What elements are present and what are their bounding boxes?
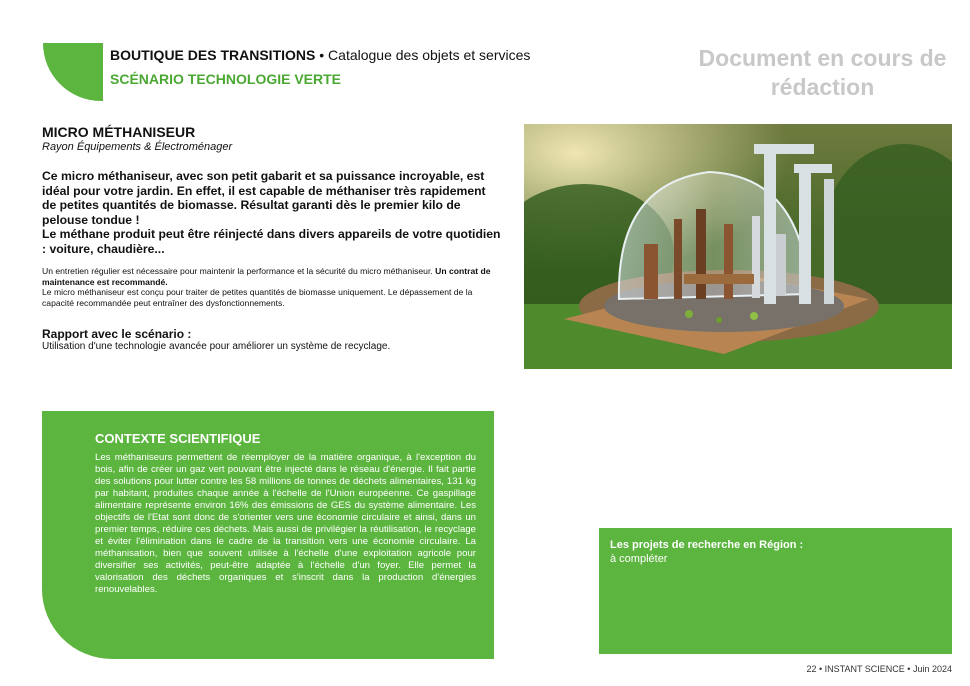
product-description (42, 169, 502, 256)
scenario-relation-title: Rapport avec le scénario : (42, 327, 192, 341)
maintenance-note-text: Un entretien régulier est nécessaire pour maintenir la performance et la sécurité du micro méthaniseur. (42, 266, 433, 276)
catalogue-subtitle: Catalogue des objets et services (328, 47, 531, 63)
maintenance-note (42, 266, 502, 287)
capacity-note: Le micro méthaniseur est conçu pour traiter de petites quantités de biomasse uniquement. Le dépassement de la capacité recommandée peut entraîner des dysfonctionnements. (42, 287, 473, 308)
page-header (110, 47, 530, 63)
context-text: Les méthaniseurs permettent de réemployer de la matière organique, à l'exception du bois, afin de créer un gaz vert pouvant être injecté dans le réseau d'énergie. Il fait partie des solutions pour lutter contre les 58 millions de tonnes de déchets alimentaires, 131 kg par habitant, produites chaque année à l'échelle de l'Union européenne. Ce gaspillage alimentaire représente environ 16% des émissions de GES du système alimentaire. Les objectifs de l'Etat sont donc de s'orienter vers une économie circulaire et ainsi, dans un premier temps, réduire ces déchets. Mais aussi de privilégier la réutilisation, le recyclage et éviter l'élimination dans le cadre de la transition vers une économie circulaire. La méthanisation, bien que souvent utilisée à l'échelle d'une exploitation agricole pour diversifier ses activités, peut-être adaptée à l'échelle d'un foyer. Elle permet la valorisation des déchets organiques et s'inscrit dans la production d'énergies renouvelables. (95, 452, 476, 595)
maintenance-contract-note: Un contrat de maintenance est recommandé. (42, 266, 491, 287)
scientific-context-panel (42, 411, 494, 659)
draft-notice: Document en cours de rédaction (698, 45, 947, 100)
brand-title: BOUTIQUE DES TRANSITIONS (110, 47, 316, 63)
header-accent-shape (43, 43, 103, 101)
research-title: Les projets de recherche en Région : (610, 539, 804, 551)
scenario-relation-text: Utilisation d'une technologie avancée pour améliorer un système de recyclage. (42, 341, 391, 352)
description-paragraph: Le méthane produit peut être réinjecté dans divers appareils de votre quotidien : voiture, chaudière... (42, 227, 501, 256)
scenario-title: SCÉNARIO TECHNOLOGIE VERTE (110, 71, 342, 87)
research-projects-panel (599, 528, 952, 654)
header-separator: • (315, 47, 329, 63)
product-title: MICRO MÉTHANISEUR (42, 124, 196, 140)
product-notes (42, 266, 502, 308)
context-title: CONTEXTE SCIENTIFIQUE (95, 431, 261, 446)
research-text: à compléter (610, 553, 668, 565)
page-footer: 22 • INSTANT SCIENCE • Juin 2024 (806, 664, 952, 674)
description-paragraph: Ce micro méthaniseur, avec son petit gabarit et sa puissance incroyable, est idéal pour votre jardin. En effet, il est capable de méthaniser très rapidement de petites quantités de biomasse. Résultat garanti dès le premier kilo de pelouse tondue ! (42, 169, 486, 227)
product-photo (524, 124, 952, 369)
product-department: Rayon Équipements & Électroménager (42, 141, 233, 153)
